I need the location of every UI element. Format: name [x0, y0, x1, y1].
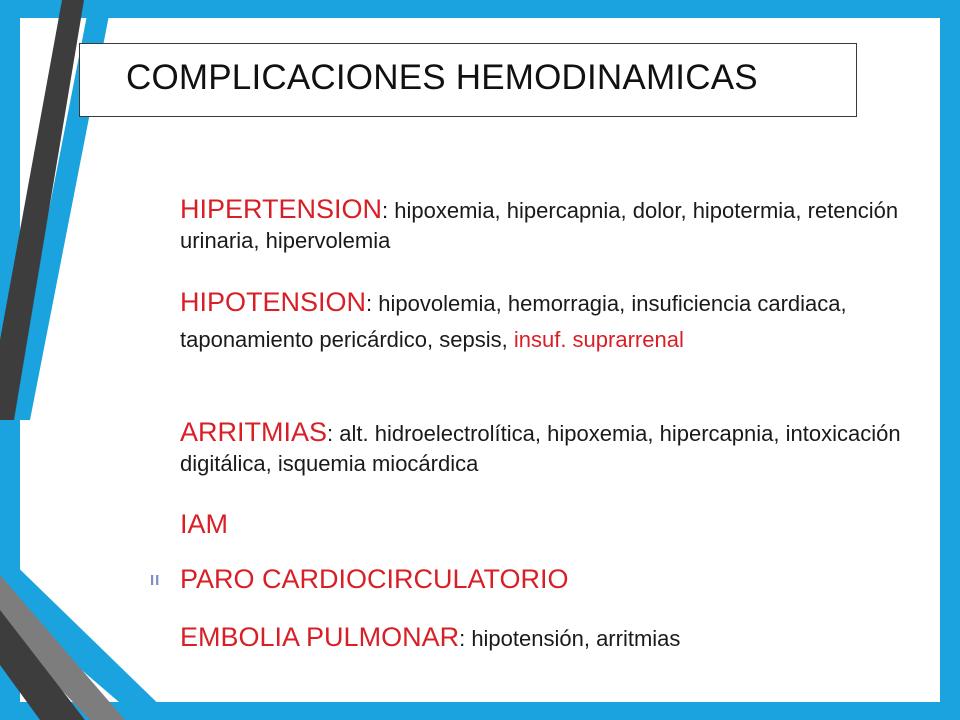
item-keyword: IAM	[180, 509, 229, 539]
item-separator: :	[327, 421, 340, 446]
item-text: hipovolemia, hemorragia, insuficiencia cardiaca, taponamiento pericárdico, sepsis,	[180, 291, 847, 352]
list-item-iam	[180, 507, 940, 542]
item-separator: :	[459, 626, 472, 651]
title-box	[79, 43, 857, 117]
list-item-embolia	[180, 620, 940, 655]
list-item-paro	[180, 562, 940, 597]
bullet-marker-icon: II	[150, 572, 161, 589]
bottom-left-stripes	[0, 540, 200, 720]
item-highlight: insuf. suprarrenal	[513, 326, 684, 352]
item-keyword: HIPOTENSION	[180, 287, 367, 317]
item-text: alt. hidroelectrolítica, hipoxemia, hipercapnia, intoxicación digitálica, isquemia miocárdica	[180, 421, 901, 477]
list-item-arritmias	[180, 415, 940, 479]
slide-title: COMPLICACIONES HEMODINAMICAS	[126, 58, 758, 97]
item-separator: :	[366, 291, 379, 316]
item-keyword: EMBOLIA PULMONAR	[180, 622, 460, 652]
item-keyword: HIPERTENSION	[180, 194, 383, 224]
item-keyword: PARO CARDIOCIRCULATORIO	[180, 564, 569, 594]
list-item-hipertension	[180, 192, 940, 256]
item-keyword: ARRITMIAS	[180, 417, 328, 447]
list-item-hipotension	[180, 282, 940, 356]
item-text: hipotensión, arritmias	[471, 626, 681, 651]
item-separator: :	[382, 198, 395, 223]
item-text: hipoxemia, hipercapnia, dolor, hipotermia, retención urinaria, hipervolemia	[180, 198, 899, 254]
